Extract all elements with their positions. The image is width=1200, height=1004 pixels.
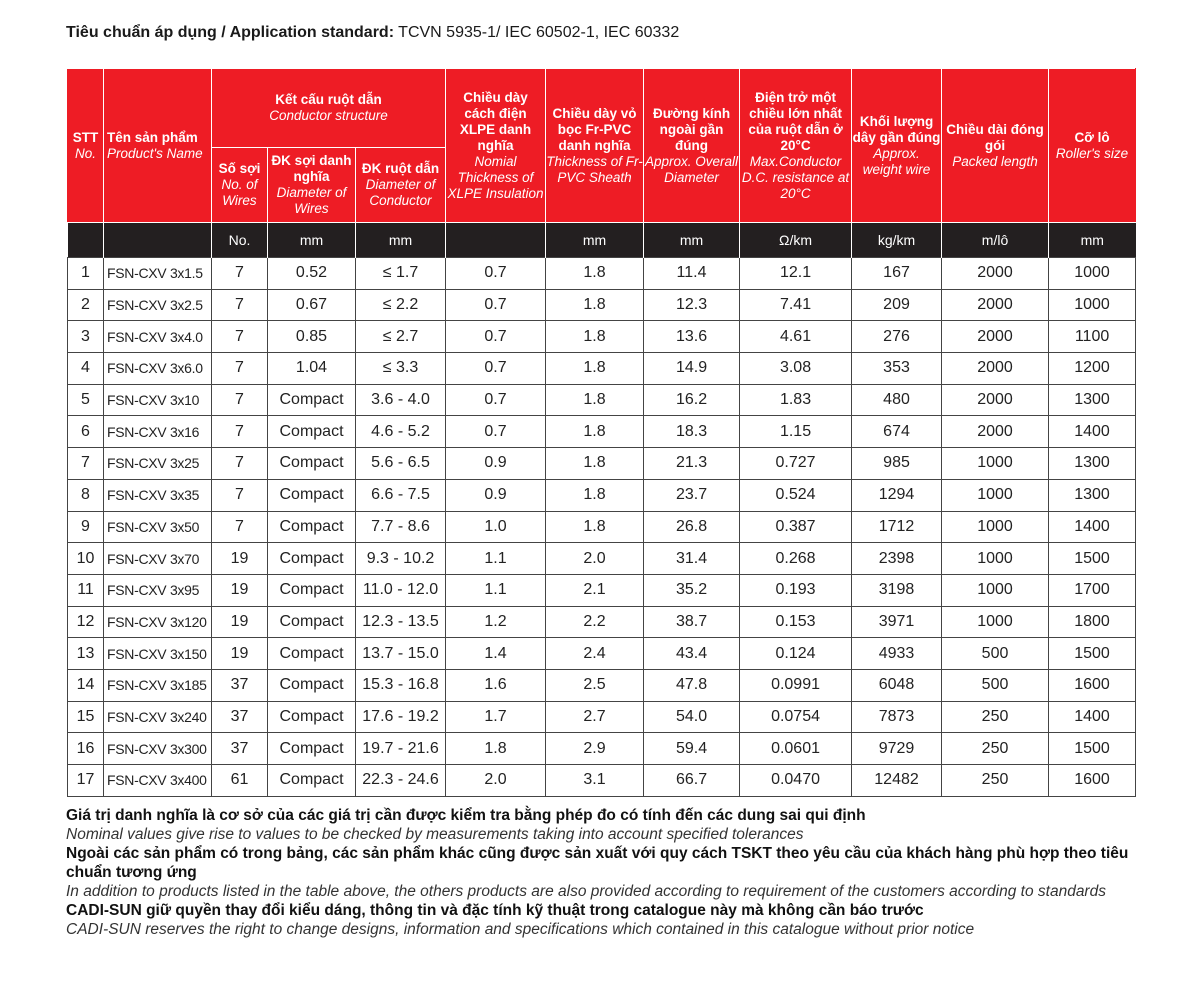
table-cell: 1.4 (446, 638, 546, 670)
table-cell: 4.6 - 5.2 (356, 416, 446, 448)
product-name-cell: FSN-CXV 3x300 (104, 733, 212, 765)
table-cell: 7 (212, 289, 268, 321)
col-overall-header: Đường kính ngoài gần đúng Approx. Overall Diameter (644, 69, 740, 223)
table-cell: 15.3 - 16.8 (356, 669, 446, 701)
table-cell: 1.2 (446, 606, 546, 638)
note-english: In addition to products listed in the table above, the others products are also provided according to requirement of the customers according to standards (66, 883, 1106, 900)
table-cell: 4.61 (740, 321, 852, 353)
table-cell: 1600 (1049, 765, 1136, 797)
table-cell: 18.3 (644, 416, 740, 448)
table-cell: 985 (852, 448, 942, 480)
table-cell: 0.7 (446, 384, 546, 416)
table-cell: 2000 (942, 416, 1049, 448)
table-cell: 12.1 (740, 258, 852, 290)
table-cell: 6048 (852, 669, 942, 701)
table-cell: 2.1 (546, 574, 644, 606)
table-cell: Compact (268, 638, 356, 670)
table-cell: 0.0601 (740, 733, 852, 765)
table-cell: Compact (268, 511, 356, 543)
table-cell: 1000 (942, 606, 1049, 638)
table-row (68, 289, 1136, 321)
table-cell: 7 (212, 384, 268, 416)
table-cell: 17.6 - 19.2 (356, 701, 446, 733)
table-cell: 2.0 (446, 765, 546, 797)
table-cell: 2 (68, 289, 104, 321)
table-cell: 0.0470 (740, 765, 852, 797)
table-cell: 2.4 (546, 638, 644, 670)
table-cell: 1400 (1049, 701, 1136, 733)
table-cell: 19 (212, 574, 268, 606)
table-cell: 1800 (1049, 606, 1136, 638)
product-name-cell: FSN-CXV 3x70 (104, 543, 212, 575)
col-length-header: Chiều dài đóng gói Packed length (942, 69, 1049, 223)
table-cell: 13.7 - 15.0 (356, 638, 446, 670)
table-cell: 1.8 (546, 321, 644, 353)
table-cell: 1400 (1049, 511, 1136, 543)
table-cell: 500 (942, 638, 1049, 670)
table-cell: 3198 (852, 574, 942, 606)
table-cell: 1100 (1049, 321, 1136, 353)
units-row (68, 223, 1136, 258)
table-cell: 8 (68, 479, 104, 511)
table-cell: 353 (852, 353, 942, 385)
table-cell: 2.7 (546, 701, 644, 733)
table-cell: 7.41 (740, 289, 852, 321)
table-cell: 19.7 - 21.6 (356, 733, 446, 765)
table-cell: 6.6 - 7.5 (356, 479, 446, 511)
table-cell: Compact (268, 733, 356, 765)
table-cell: 1.6 (446, 669, 546, 701)
table-cell: 1.8 (546, 511, 644, 543)
table-cell: 21.3 (644, 448, 740, 480)
table-cell: 66.7 (644, 765, 740, 797)
unit-cell: No. (212, 223, 268, 258)
table-cell: 167 (852, 258, 942, 290)
table-cell: 0.0991 (740, 669, 852, 701)
unit-cell (446, 223, 546, 258)
table-cell: 26.8 (644, 511, 740, 543)
standard-value: TCVN 5935-1/ IEC 60502-1, IEC 60332 (398, 24, 680, 41)
table-row (68, 669, 1136, 701)
table-cell: 1.8 (546, 448, 644, 480)
table-cell: ≤ 2.2 (356, 289, 446, 321)
table-cell: 7 (212, 321, 268, 353)
table-cell: 0.7 (446, 353, 546, 385)
table-cell: 1500 (1049, 733, 1136, 765)
table-cell: 9729 (852, 733, 942, 765)
table-row (68, 701, 1136, 733)
table-cell: 1000 (942, 511, 1049, 543)
col-wire-diameter-header: ĐK sợi danh nghĩa Diameter of Wires (268, 148, 356, 223)
table-row (68, 479, 1136, 511)
table-cell: 2000 (942, 289, 1049, 321)
table-cell: 2000 (942, 321, 1049, 353)
product-name-cell: FSN-CXV 3x16 (104, 416, 212, 448)
table-cell: 31.4 (644, 543, 740, 575)
note-vietnamese: Giá trị danh nghĩa là cơ sở của các giá trị cần được kiểm tra bằng phép đo có tính đến các dung sai qui định (66, 807, 866, 824)
table-cell: Compact (268, 606, 356, 638)
table-cell: Compact (268, 479, 356, 511)
table-cell: 59.4 (644, 733, 740, 765)
table-cell: 7873 (852, 701, 942, 733)
col-wires-header: Số sợi No. of Wires (212, 148, 268, 223)
table-cell: 1.8 (546, 289, 644, 321)
col-resistance-header: Điện trở một chiều lớn nhất của ruột dẫn ở 20°C Max.Conductor D.C. resistance at 20°C (740, 69, 852, 223)
table-cell: 1.0 (446, 511, 546, 543)
table-row (68, 765, 1136, 797)
table-cell: Compact (268, 384, 356, 416)
product-name-cell: FSN-CXV 3x50 (104, 511, 212, 543)
table-cell: 0.0754 (740, 701, 852, 733)
table-cell: Compact (268, 416, 356, 448)
table-cell: 0.193 (740, 574, 852, 606)
product-name-cell: FSN-CXV 3x4.0 (104, 321, 212, 353)
table-cell: 12 (68, 606, 104, 638)
table-cell: 1.8 (546, 416, 644, 448)
unit-cell: Ω/km (740, 223, 852, 258)
table-cell: 250 (942, 733, 1049, 765)
unit-cell: mm (1049, 223, 1136, 258)
product-name-cell: FSN-CXV 3x35 (104, 479, 212, 511)
table-cell: 37 (212, 733, 268, 765)
table-cell: 3 (68, 321, 104, 353)
col-weight-header: Khối lượng dây gần đúng Approx. weight wire (852, 69, 942, 223)
table-cell: 1700 (1049, 574, 1136, 606)
table-cell: 5 (68, 384, 104, 416)
table-cell: 1000 (942, 543, 1049, 575)
table-row (68, 606, 1136, 638)
table-cell: 11.0 - 12.0 (356, 574, 446, 606)
table-cell: 0.727 (740, 448, 852, 480)
table-cell: 4 (68, 353, 104, 385)
table-cell: 1500 (1049, 638, 1136, 670)
product-name-cell: FSN-CXV 3x1.5 (104, 258, 212, 290)
table-cell: 4933 (852, 638, 942, 670)
product-name-cell: FSN-CXV 3x185 (104, 669, 212, 701)
table-cell: 16 (68, 733, 104, 765)
table-row (68, 543, 1136, 575)
table-cell: 1.8 (546, 479, 644, 511)
table-row (68, 384, 1136, 416)
table-cell: 6 (68, 416, 104, 448)
table-cell: 7 (212, 511, 268, 543)
unit-cell: mm (644, 223, 740, 258)
table-cell: 1.15 (740, 416, 852, 448)
table-cell: 0.268 (740, 543, 852, 575)
table-row (68, 416, 1136, 448)
table-cell: 1.8 (546, 353, 644, 385)
table-cell: 2000 (942, 384, 1049, 416)
table-row (68, 321, 1136, 353)
application-standard (66, 24, 679, 42)
col-stt-header: STT No. (68, 69, 104, 223)
table-cell: 47.8 (644, 669, 740, 701)
table-cell: 2.0 (546, 543, 644, 575)
table-cell: 1300 (1049, 448, 1136, 480)
table-cell: 1294 (852, 479, 942, 511)
table-cell: 1000 (942, 448, 1049, 480)
table-cell: 1.83 (740, 384, 852, 416)
table-cell: 2.2 (546, 606, 644, 638)
unit-cell: kg/km (852, 223, 942, 258)
table-cell: 0.9 (446, 479, 546, 511)
table-row (68, 448, 1136, 480)
unit-cell: mm (356, 223, 446, 258)
table-cell: 37 (212, 669, 268, 701)
table-cell: 0.524 (740, 479, 852, 511)
col-conductor-diameter-header: ĐK ruột dẫn Diameter of Conductor (356, 148, 446, 223)
table-cell: ≤ 3.3 (356, 353, 446, 385)
table-cell: 61 (212, 765, 268, 797)
table-cell: 2398 (852, 543, 942, 575)
table-cell: 7 (212, 258, 268, 290)
table-cell: 7 (212, 448, 268, 480)
table-cell: 0.7 (446, 258, 546, 290)
table-cell: 10 (68, 543, 104, 575)
table-cell: 7 (212, 479, 268, 511)
table-cell: 1.04 (268, 353, 356, 385)
table-cell: 9 (68, 511, 104, 543)
table-row (68, 638, 1136, 670)
product-name-cell: FSN-CXV 3x240 (104, 701, 212, 733)
unit-cell: m/lô (942, 223, 1049, 258)
table-cell: 37 (212, 701, 268, 733)
table-cell: 0.387 (740, 511, 852, 543)
table-cell: 7 (212, 416, 268, 448)
table-cell: 7.7 - 8.6 (356, 511, 446, 543)
table-cell: 0.52 (268, 258, 356, 290)
table-cell: 1.1 (446, 543, 546, 575)
col-roller-header: Cỡ lô Roller's size (1049, 69, 1136, 223)
note-english: Nominal values give rise to values to be checked by measurements taking into account specified tolerances (66, 826, 804, 843)
product-name-cell: FSN-CXV 3x120 (104, 606, 212, 638)
unit-cell: mm (546, 223, 644, 258)
table-cell: 1600 (1049, 669, 1136, 701)
note-vietnamese: CADI-SUN giữ quyền thay đổi kiểu dáng, thông tin và đặc tính kỹ thuật trong catalogue này mà không cần báo trước (66, 902, 924, 919)
table-cell: 674 (852, 416, 942, 448)
product-name-cell: FSN-CXV 3x10 (104, 384, 212, 416)
table-cell: 0.7 (446, 416, 546, 448)
table-cell: 0.85 (268, 321, 356, 353)
product-name-cell: FSN-CXV 3x95 (104, 574, 212, 606)
table-row (68, 353, 1136, 385)
col-xlpe-header: Chiều dày cách điện XLPE danh nghĩa Nomial Thickness of XLPE Insulation (446, 69, 546, 223)
table-cell: Compact (268, 574, 356, 606)
table-row (68, 574, 1136, 606)
product-name-cell: FSN-CXV 3x6.0 (104, 353, 212, 385)
cable-spec-table (67, 68, 1136, 797)
table-row (68, 733, 1136, 765)
table-cell: 17 (68, 765, 104, 797)
table-cell: 480 (852, 384, 942, 416)
table-cell: 0.153 (740, 606, 852, 638)
table-cell: 23.7 (644, 479, 740, 511)
table-cell: 38.7 (644, 606, 740, 638)
table-cell: 12482 (852, 765, 942, 797)
table-cell: 1000 (942, 574, 1049, 606)
product-name-cell: FSN-CXV 3x400 (104, 765, 212, 797)
table-cell: 1500 (1049, 543, 1136, 575)
table-cell: 0.67 (268, 289, 356, 321)
table-cell: 250 (942, 765, 1049, 797)
unit-cell: mm (268, 223, 356, 258)
table-cell: 43.4 (644, 638, 740, 670)
table-cell: 15 (68, 701, 104, 733)
table-cell: 13 (68, 638, 104, 670)
table-cell: 19 (212, 606, 268, 638)
table-cell: 0.9 (446, 448, 546, 480)
table-cell: 0.7 (446, 289, 546, 321)
table-cell: 12.3 (644, 289, 740, 321)
table-cell: 3.08 (740, 353, 852, 385)
table-cell: 5.6 - 6.5 (356, 448, 446, 480)
table-body (68, 258, 1136, 797)
table-cell: 11.4 (644, 258, 740, 290)
table-cell: 209 (852, 289, 942, 321)
table-cell: 22.3 - 24.6 (356, 765, 446, 797)
table-cell: 500 (942, 669, 1049, 701)
table-cell: ≤ 1.7 (356, 258, 446, 290)
note-english: CADI-SUN reserves the right to change designs, information and specifications which contained in this catalogue without prior notice (66, 921, 975, 938)
table-cell: 276 (852, 321, 942, 353)
table-cell: 1.1 (446, 574, 546, 606)
table-cell: 14.9 (644, 353, 740, 385)
standard-label: Tiêu chuẩn áp dụng / Application standard: (66, 24, 395, 41)
col-sheath-header: Chiều dày vỏ bọc Fr-PVC danh nghĩa Thickness of Fr-PVC Sheath (546, 69, 644, 223)
product-name-cell: FSN-CXV 3x25 (104, 448, 212, 480)
table-cell: ≤ 2.7 (356, 321, 446, 353)
table-cell: Compact (268, 448, 356, 480)
table-cell: 16.2 (644, 384, 740, 416)
table-cell: 0.7 (446, 321, 546, 353)
table-cell: 12.3 - 13.5 (356, 606, 446, 638)
table-cell: 1000 (942, 479, 1049, 511)
table-cell: 13.6 (644, 321, 740, 353)
col-name-header: Tên sản phẩm Product's Name (104, 69, 212, 223)
table-cell: 7 (68, 448, 104, 480)
table-cell: 250 (942, 701, 1049, 733)
table-cell: 35.2 (644, 574, 740, 606)
table-cell: 19 (212, 638, 268, 670)
table-cell: 3971 (852, 606, 942, 638)
table-cell: 1.8 (446, 733, 546, 765)
footnotes (66, 806, 1146, 939)
table-cell: 1300 (1049, 479, 1136, 511)
table-cell: 14 (68, 669, 104, 701)
product-name-cell: FSN-CXV 3x2.5 (104, 289, 212, 321)
product-name-cell: FSN-CXV 3x150 (104, 638, 212, 670)
table-cell: 1300 (1049, 384, 1136, 416)
table-row (68, 258, 1136, 290)
table-cell: 1400 (1049, 416, 1136, 448)
table-cell: 9.3 - 10.2 (356, 543, 446, 575)
table-cell: 2.5 (546, 669, 644, 701)
conductor-structure-header: Kết cấu ruột dẫn Conductor structure (212, 69, 446, 148)
table-cell: 1.8 (546, 384, 644, 416)
table-row (68, 511, 1136, 543)
table-cell: 11 (68, 574, 104, 606)
table-cell: Compact (268, 765, 356, 797)
table-cell: 2000 (942, 353, 1049, 385)
table-cell: Compact (268, 669, 356, 701)
table-cell: 2.9 (546, 733, 644, 765)
table-cell: 3.1 (546, 765, 644, 797)
table-cell: 19 (212, 543, 268, 575)
table-cell: 1000 (1049, 289, 1136, 321)
table-cell: 1712 (852, 511, 942, 543)
note-vietnamese: Ngoài các sản phẩm có trong bảng, các sản phẩm khác cũng được sản xuất với quy cách TSKT theo yêu cầu của khách hàng phù hợp theo tiêu chuẩn tương ứng (66, 845, 1129, 881)
table-cell: Compact (268, 543, 356, 575)
unit-cell (104, 223, 212, 258)
table-cell: 7 (212, 353, 268, 385)
table-cell: 2000 (942, 258, 1049, 290)
table-cell: 1 (68, 258, 104, 290)
table-cell: 1000 (1049, 258, 1136, 290)
table-cell: 0.124 (740, 638, 852, 670)
unit-cell (68, 223, 104, 258)
table-cell: 3.6 - 4.0 (356, 384, 446, 416)
table-cell: 1.7 (446, 701, 546, 733)
table-cell: 54.0 (644, 701, 740, 733)
table-cell: 1200 (1049, 353, 1136, 385)
table-cell: 1.8 (546, 258, 644, 290)
table-cell: Compact (268, 701, 356, 733)
